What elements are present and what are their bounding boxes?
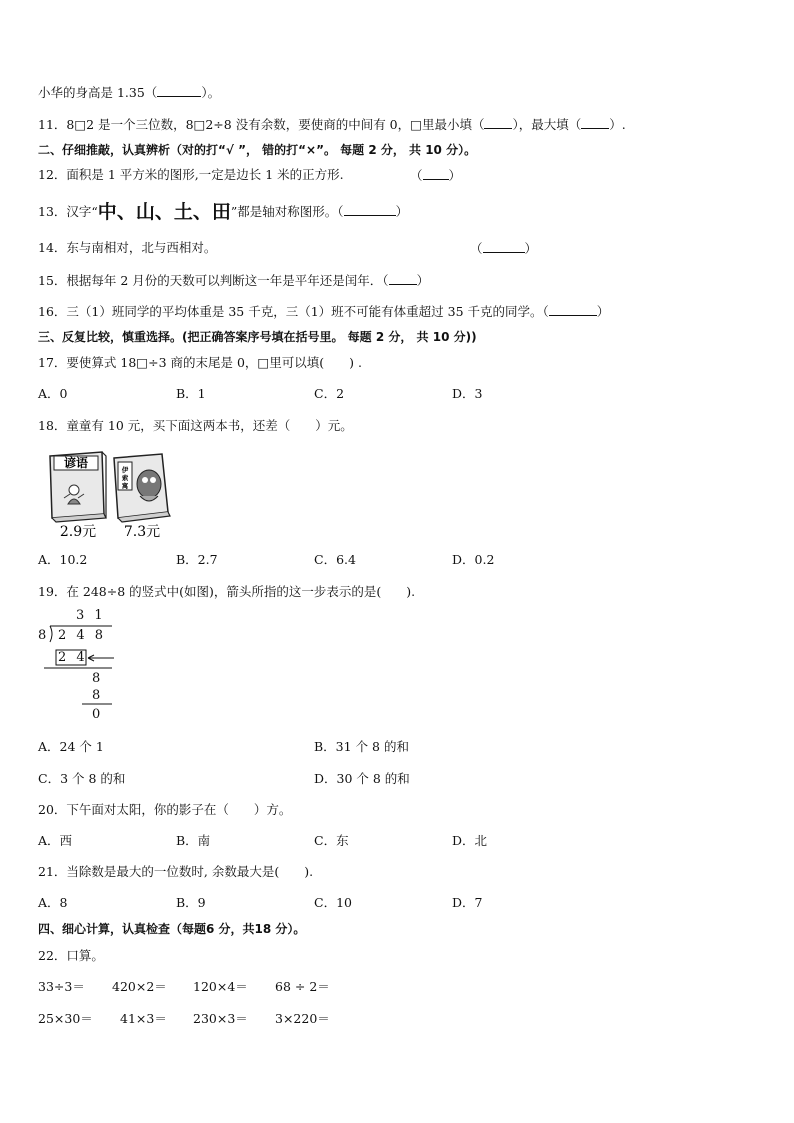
q19-option-b[interactable]: B．31 个 8 的和: [314, 739, 409, 754]
q17-option-a[interactable]: A．0: [38, 386, 68, 401]
step-24: 2 4: [58, 650, 88, 665]
hanzi-tian: 田: [211, 201, 231, 223]
question-20: 20．下午面对太阳，你的影子在（ ）方。: [38, 802, 292, 817]
section-3-heading: 三、反复比较，慎重选择。(把正确答案序号填在括号里。 每题 2 分， 共 10 分)): [38, 330, 477, 344]
calc-item: 33÷3＝: [38, 979, 85, 994]
q20-option-b[interactable]: B．南: [176, 833, 211, 848]
hanzi-tu: 土: [173, 201, 193, 223]
q19-option-c[interactable]: C．3 个 8 的和: [38, 771, 126, 786]
hanzi-zhong: 中: [97, 201, 117, 223]
q20-option-c[interactable]: C．东: [314, 833, 349, 848]
question-14-answer: （ ）: [470, 241, 538, 256]
q21-option-b[interactable]: B．9: [176, 895, 206, 910]
question-17: 17．要使算式 18□÷3 商的末尾是 0，□里可以填( ) .: [38, 355, 362, 370]
q21-option-a[interactable]: A．8: [38, 895, 68, 910]
question-15: 15．根据每年 2 月份的天数可以判断这一年是平年还是闰年．（ ）: [38, 273, 430, 288]
long-division-diagram: [36, 608, 126, 726]
remainder: 0: [92, 707, 104, 722]
q21-option-c[interactable]: C．10: [314, 895, 352, 910]
q21-option-d[interactable]: D．7: [452, 895, 483, 910]
aesop-book-icon: [114, 454, 170, 522]
book1-title: 谚语: [63, 456, 89, 470]
q18-option-a[interactable]: A．10.2: [38, 552, 88, 567]
calc-item: 41×3＝: [120, 1011, 167, 1026]
calc-item: 25×30＝: [38, 1011, 93, 1026]
q17-option-b[interactable]: B．1: [176, 386, 206, 401]
q19-option-d[interactable]: D．30 个 8 的和: [314, 771, 410, 786]
q18-option-c[interactable]: C．6.4: [314, 552, 356, 567]
calc-item: 120×4＝: [193, 979, 248, 994]
hanzi-shan: 山: [135, 201, 155, 223]
answer-blank[interactable]: [423, 167, 449, 180]
question-16: 16．三（1）班同学的平均体重是 35 千克，三（1）班不可能有体重超过 35 千克的同学。（ ）: [38, 304, 610, 319]
question-11: 11．8□2 是一个三位数，8□2÷8 没有余数，要使商的中间有 0，□里最小填（ ），最大填（ ）.: [38, 117, 626, 132]
answer-blank[interactable]: [157, 84, 201, 97]
question-12-answer: （ ）: [410, 168, 462, 183]
svg-text:索: 索: [121, 474, 129, 482]
answer-blank[interactable]: [549, 303, 597, 316]
step-8b: 8: [92, 688, 104, 703]
q20-option-a[interactable]: A．西: [38, 833, 73, 848]
proverb-book-icon: [50, 452, 106, 522]
answer-blank[interactable]: [484, 116, 512, 129]
division-lines: [36, 608, 126, 726]
divisor: 8: [38, 628, 50, 643]
answer-blank[interactable]: [389, 272, 417, 285]
question-10-tail: 小华的身高是 1.35（ ）。: [38, 85, 221, 100]
q18-option-b[interactable]: B．2.7: [176, 552, 218, 567]
book2-price: 7.3元: [123, 524, 161, 538]
question-12: 12．面积是 1 平方米的图形,一定是边长 1 米的正方形.: [38, 167, 344, 182]
question-22: 22．口算。: [38, 948, 104, 963]
question-14: 14．东与南相对，北与西相对。: [38, 240, 217, 255]
question-19: 19．在 248÷8 的竖式中(如图)，箭头所指的这一步表示的是( ).: [38, 584, 416, 599]
answer-blank[interactable]: [581, 116, 609, 129]
book1-price: 2.9元: [59, 524, 97, 538]
q17-option-d[interactable]: D．3: [452, 386, 483, 401]
q17-option-c[interactable]: C．2: [314, 386, 345, 401]
books-illustration: [44, 448, 174, 538]
section-2-heading: 二、仔细推敲，认真辨析（对的打“√ ”， 错的打“×”。 每题 2 分， 共 10 分）。: [38, 143, 477, 157]
calc-item: 3×220＝: [275, 1011, 330, 1026]
dividend: 2 4 8: [58, 628, 107, 643]
svg-text:伊: 伊: [121, 466, 129, 474]
q19-option-a[interactable]: A．24 个 1: [38, 739, 104, 754]
answer-blank[interactable]: [483, 240, 525, 253]
question-13: 13．汉字“中、山、土、田”都是轴对称图形。（ ）: [38, 201, 409, 223]
calc-item: 68 ÷ 2＝: [275, 979, 330, 994]
calc-item: 420×2＝: [112, 979, 167, 994]
step-8a: 8: [92, 671, 104, 686]
q20-option-d[interactable]: D．北: [452, 833, 488, 848]
question-21: 21．当除数是最大的一位数时, 余数最大是( ).: [38, 864, 314, 879]
svg-text:寓: 寓: [121, 482, 129, 490]
section-4-heading: 四、细心计算，认真检查（每题6 分，共18 分）。: [38, 922, 306, 936]
answer-blank[interactable]: [344, 203, 396, 216]
quotient: 3 1: [76, 608, 106, 623]
calc-item: 230×3＝: [193, 1011, 248, 1026]
question-18: 18．童童有 10 元，买下面这两本书，还差（ ）元。: [38, 418, 353, 433]
q18-option-d[interactable]: D．0.2: [452, 552, 495, 567]
